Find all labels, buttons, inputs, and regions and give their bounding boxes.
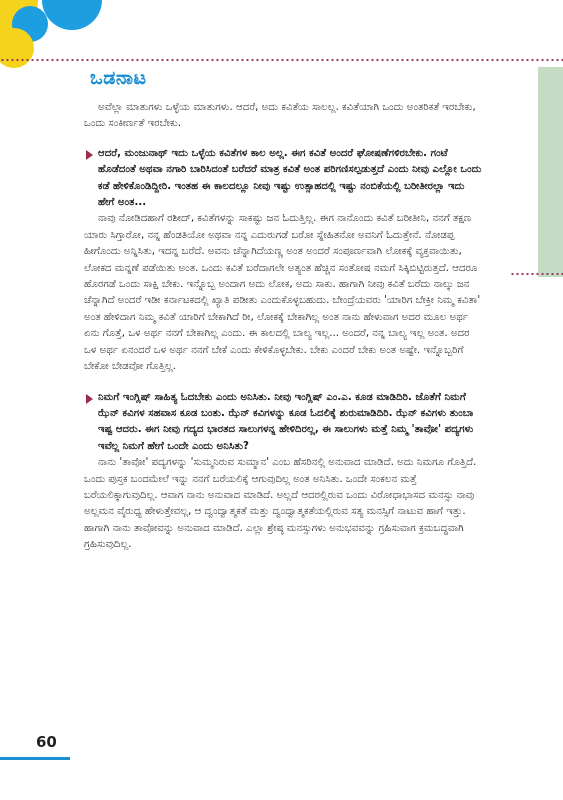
question-text: ನಿಮಗೆ ಇಂಗ್ಲಿಷ್ ಸಾಹಿತ್ಯ ಓದಬೇಕು ಎಂದು ಅನಿಸಿತು. ನೀವು ಇಂಗ್ಲಿಷ್ ಎಂ.ಎ. ಕೂಡ ಮಾಡಿದಿರಿ. ಜೊತೆಗೆ ನಿಮಗೆ ಝೆನ್ ಕವಿಗಳ ಸಹವಾಸ ಕೂಡ ಬಂತು. ಝೆನ್ ಕವಿಗಳನ್ನು ಕೂಡ ಓದಲಿಕ್ಕೆ ಶುರುಮಾಡಿದಿರಿ. ಝೆನ್ ಕವಿಗಳು ತುಂಬಾ ಇಷ್ಟ ಆದರು. ಈಗ ನೀವು ಗದ್ಯದ ಭಾರತದ ಸಾಲುಗಳನ್ನ ಹೇಳಿದಿರಲ್ಲ, ಈ ಸಾಲುಗಳು ಮತ್ತೆ ನಿಮ್ಮ 'ತಾವೋ' ಪದ್ಯಗಳು ಇವೆಲ್ಲ ನಿಮಗೆ ಹೇಗೆ ಒಂದೇ ಎಂದು ಅನಿಸಿತು? (98, 391, 474, 452)
answer-paragraph: ನಾನು 'ತಾವೋ' ಪದ್ಯಗಳನ್ನು 'ಸುಮ್ಮನಿರುವ ಸುಮ್ಮಾನ' ಎಂಬ ಹೆಸರಿನಲ್ಲಿ ಅನುವಾದ ಮಾಡಿದೆ. ಅದು ನಿಮಗೂ ಗೊತ್ತಿದೆ. ಒಂದು ಪುಸ್ತಕ ಬಂದಮೇಲೆ ಇನ್ನು ನನಗೆ ಬರೆಯಲಿಕ್ಕೆ ಆಗುವುದಿಲ್ಲ ಅಂತ ಅನಿಸಿತು. ಒಂದೇ ಸಂಕಲನ ಮತ್ತೆ ಬರೆಯಲಿಕ್ಕಾಗುವುದಿಲ್ಲ. ಆವಾಗ ನಾನು ಅನುವಾದ ಮಾಡಿದೆ. ಅಲ್ಲದೆ ಆದರಲ್ಲಿರುವ ಒಂದು ವಿರೋಧಾಭಾಸದ ಮನಸ್ಸು ನಾವು ಅಲ್ಲಮನ ವೈರುಧ್ಯ ಹೇಳುತ್ತೇವಲ್ಲ, ಆ ದ್ವಂದ್ವಾತ್ಮಕತೆ ಮತ್ತು ದ್ವಂದ್ವಾತ್ಮಕತೆಯಲ್ಲಿರುವ ಸತ್ಯ ಮನಸ್ಸಿಗೆ ನಾಟುವ ಹಾಗೆ ಇತ್ತು. ಹಾಗಾಗಿ ನಾನು ತಾವೋವನ್ನು ಅನುವಾದ ಮಾಡಿದೆ. ಎಲ್ಲಾ ಶ್ರೇಷ್ಠ ಮನಸ್ಸುಗಳು ಅನುಭವವನ್ನು ಗ್ರಹಿಸುವಾಗ ಕ್ರಮಬದ್ಧವಾಗಿ ಗ್ರಹಿಸುವುದಿಲ್ಲ. (84, 457, 477, 551)
question-text: ಆದರೆ, ಮಂಜುನಾಥ್ ಇದು ಒಳ್ಳೆಯ ಕವಿತೆಗಳ ಕಾಲ ಅಲ್ಲ. ಈಗ ಕವಿತೆ ಅಂದರೆ ಘೋಷಣೆಗಳಿರಬೇಕು. ಗಂಟೆ ಹೊಡೆದಂತೆ ಅಥವಾ ನಗಾರಿ ಬಾರಿಸಿದಂತೆ ಬರೆದರೆ ಮಾತ್ರ ಕವಿತೆ ಅಂತ ಪರಿಗಣಿಸಲ್ಪಡುತ್ತದೆ ಎಂದು ನೀವು ಎಲ್ಲೋ ಒಂದು ಕಡೆ ಹೇಳಿಕೊಂಡಿದ್ದೀರಿ. ಇಂತಹ ಈ ಕಾಲದಲ್ಲೂ ನೀವು ಇಷ್ಟು ಉತ್ಸಾಹದಲ್ಲಿ ಇಷ್ಟು ನಂಬಿಕೆಯಲ್ಲಿ ಬರೀತೀರಲ್ಲಾ ಇದು ಹೇಗೆ ಅಂತ... (98, 147, 482, 209)
answer-paragraph: ನಾವು ನೋಡಿದಹಾಗೆ ರಶೀದ್, ಕವಿತೆಗಳನ್ನು ಸಾಕಷ್ಟು ಜನ ಓದುತ್ತಿಲ್ಲ. ಈಗ ನಾನೊಂದು ಕವಿತೆ ಬರೀತೀನಿ, ನನಗೆ ತಕ್ಷಣ ಯಾರು ಸಿಗ್ತಾರೋ, ನನ್ನ ಹೆಂಡತಿಯೋ ಅಥವಾ ನನ್ನ ಎದುರುಗಡೆ ಬರೋ ಸ್ನೇಹಿತನೋ ಅವನಿಗೆ ಓದುತ್ತೇನೆ. ನೋಡಪ್ಪ ಹೀಗೊಂದು ಅನ್ನಿಸಿತು, ಇದನ್ನ ಬರೆದೆ. ಅವನು ಚೆನ್ನಾಗಿದೆಯಣ್ಣ ಅಂತ ಅಂದರೆ ಸಂಪೂರ್ಣವಾಗಿ ಲೋಕಕ್ಕೆ ವ್ಯಕ್ತವಾಯಿತು, ಲೋಕದ ಮನ್ನಣೆ ಪಡೆಯಿತು ಅಂತ. ಒಂದು ಕವಿತೆ ಬರೆದಾಗಲೇ ಅತ್ಯಂತ ಹೆಚ್ಚಿನ ಸಂತೋಷ ನಮಗೆ ಸಿಕ್ಕಿಬಿಟ್ಟಿರುತ್ತದೆ. ಆದರೂ ಹೊರಗಡೆ ಒಂದು ಸಾಕ್ಷಿ ಬೇಕು. ಇನ್ನೊಬ್ಬ ಅಂದಾಗ ಅದು ಲೋಕ, ಅದು ಸಾಕು. ಹಾಗಾಗಿ ನೀವು ಕವಿತೆ ಬರೆದು ನಾಲ್ಕು ಜನ ಚೆನ್ನಾಗಿದೆ ಅಂದರೆ ಇಡೀ ಕರ್ನಾಟಕದಲ್ಲಿ ಖ್ಯಾತಿ ಪಡೀತು ಎಂದುಕೊಳ್ಳಬಹುದು. ಬೇಂದ್ರೆಯವರು 'ಯಾರಿಗ ಬೇಕ್ರೀ ನಿಮ್ಮ ಕವಿತಾ' ಅಂತ ಹೇಳಿದಾಗ ನಿಮ್ಮ ಕವಿತೆ ಯಾರಿಗೆ ಬೇಕಾಗಿದೆ ರೀ, ಲೋಕಕ್ಕೆ ಬೇಕಾಗಿಲ್ಲ ಅಂತ ನಾನು ಹೇಳುವಾಗ ಅದರ ಮೂಲ ಅರ್ಥ ಏನು ಗೊತ್ತೆ, ಒಳ ಅರ್ಥ ನನಗೆ ಬೇಕಾಗಿಲ್ಲ ಎಂದು. ಈ ಕಾಲದಲ್ಲಿ ಬಾಲ್ಯ ಇಲ್ಲ... ಅಂದರೆ, ನನ್ನ ಬಾಲ್ಯ ಇಲ್ಲ ಅಂತ. ಅದರ ಒಳ ಅರ್ಥ ಏನಂದರೆ ಒಳ ಅರ್ಥ ನನಗೆ ಬೇಕೆ ಎಂದು ಕೇಳಿಕೊಳ್ಳಬೇಕು. ಬೇಕು ಎಂದರೆ ಬೇಕು ಅಂತ ಅಷ್ಟೇ. ಇನ್ನೊಬ್ಬರಿಗೆ ಬೇಕೋ ಬೇಡವೋ ಗೊತ್ತಿಲ್ಲ. (84, 213, 481, 373)
article-body (84, 100, 484, 554)
section-title: ಒಡನಾಟ (90, 67, 147, 89)
dotted-divider (510, 272, 563, 276)
triangle-bullet-icon (86, 394, 93, 404)
interview-question (84, 390, 484, 456)
page-number: 60 (36, 733, 57, 751)
triangle-bullet-icon (86, 150, 93, 160)
intro-paragraph: ಅವೆಲ್ಲಾ ಮಾತುಗಳು ಒಳ್ಳೆಯ ಮಾತುಗಳು. ಆದರೆ, ಅದು ಕವಿತೆಯ ಸಾಲಲ್ಲ. ಕವಿತೆಯಾಗಿ ಒಂದು ಅಂತರಿಕತೆ ಇರಬೇಕು, ಒಂದು ಸಂಕೀರ್ಣತೆ ಇರಬೇಕು. (84, 102, 476, 130)
footer-rule (0, 757, 70, 760)
side-tab (538, 67, 563, 277)
dotted-divider (0, 58, 563, 62)
blue-circle-decoration (42, 0, 102, 30)
interview-question (84, 146, 484, 212)
yellow-circle-decoration (0, 28, 34, 68)
